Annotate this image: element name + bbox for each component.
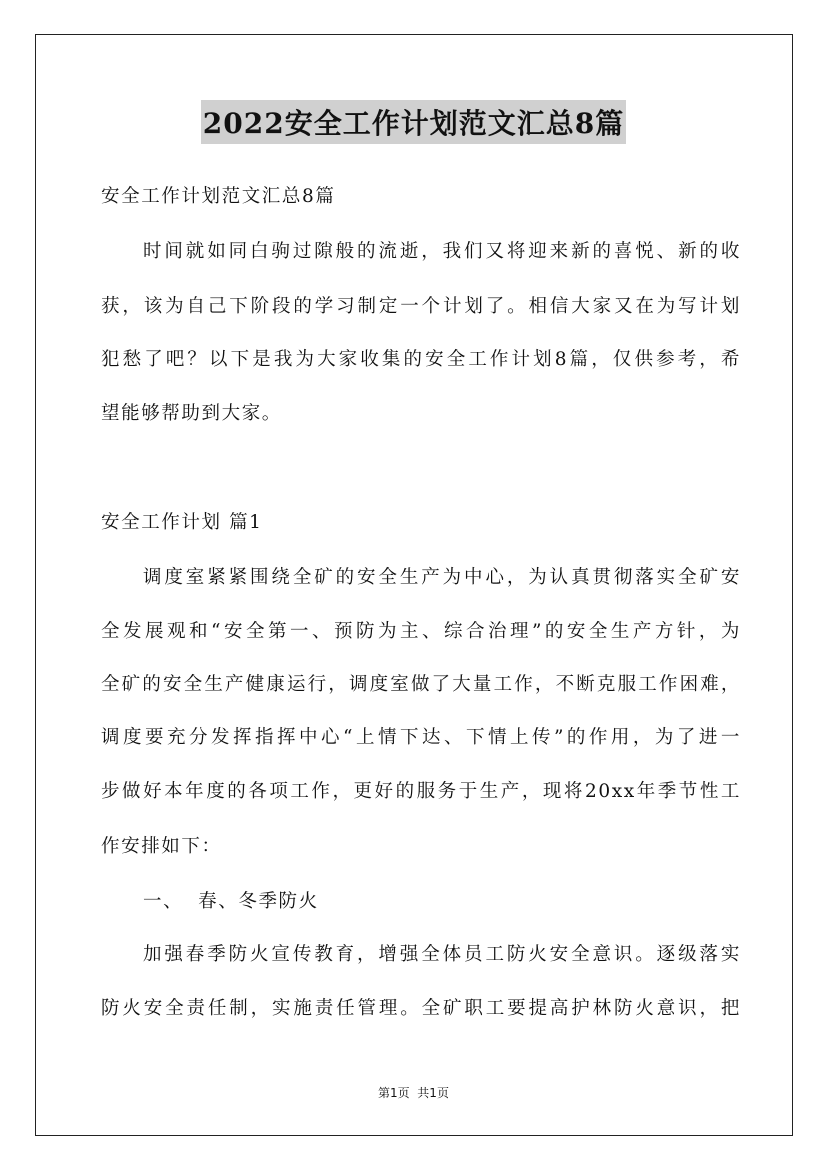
- page-number: 第1页 共1页: [378, 1086, 449, 1100]
- title-container: [0, 100, 827, 144]
- page-footer: [0, 1084, 827, 1101]
- intro-line: 时间就如同白驹过隙般的流逝，我们又将迎来新的喜悦、新的收: [143, 241, 741, 262]
- intro-line: 望能够帮助到大家。: [101, 403, 282, 424]
- intro-line: 犯愁了吧？以下是我为大家收集的安全工作计划8篇，仅供参考，希: [101, 349, 741, 370]
- section-line: 全矿的安全生产健康运行，调度室做了大量工作，不断克服工作困难，: [101, 674, 741, 695]
- section-heading: 安全工作计划 篇1: [101, 512, 263, 533]
- fire-line: 加强春季防火宣传教育，增强全体员工防火安全意识。逐级落实: [143, 944, 741, 965]
- section-line: 全发展观和“安全第一、预防为主、综合治理”的安全生产方针，为: [101, 621, 741, 642]
- section-line: 调度室紧紧围绕全矿的安全生产为中心，为认真贯彻落实全矿安: [143, 567, 741, 588]
- fire-line: 防火安全责任制，实施责任管理。全矿职工要提高护林防火意识，把: [101, 998, 741, 1019]
- subheading: 一、 春、冬季防火: [143, 891, 319, 912]
- section-line: 步做好本年度的各项工作，更好的服务于生产，现将20xx年季节性工: [101, 781, 741, 802]
- section-line: 调度要充分发挥指挥中心“上情下达、下情上传”的作用，为了进一: [101, 727, 741, 748]
- intro-line: 获，该为自己下阶段的学习制定一个计划了。相信大家又在为写计划: [101, 296, 741, 317]
- document-title: 2022安全工作计划范文汇总8篇: [201, 100, 626, 144]
- section-line: 作安排如下：: [101, 836, 222, 857]
- document-subtitle: 安全工作计划范文汇总8篇: [101, 186, 336, 207]
